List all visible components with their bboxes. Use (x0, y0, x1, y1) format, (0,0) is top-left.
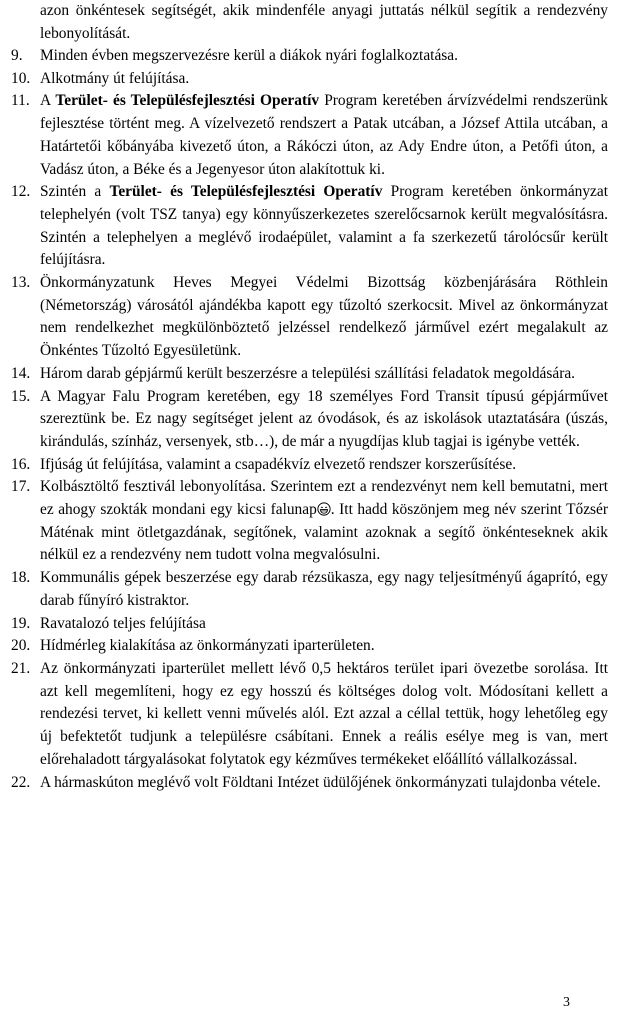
list-item-text: A Magyar Falu Program keretében, egy 18 személyes Ford Transit típusú gépjárművet szereztünk be. Ez nagy segítséget jelent az óvodások, és az iskolások utaztatására (úszás, kirándulás, színház, versenyek, stb…), de már a nyugdíjas klub tagjai is igénybe vették. (40, 387, 608, 450)
list-item-22 (0, 772, 608, 795)
list-item-text: Alkotmány út felújítása. (40, 69, 190, 87)
list-item-text: Kommunális gépek beszerzése egy darab rézsükasza, egy nagy teljesítményű ágaprító, egy darab fűnyíró kistraktor. (40, 569, 608, 609)
numbered-list (0, 45, 632, 794)
list-item-text-rest: . Itt hadd köszönjem meg név szerint Tőzsér Máténak mint ötletgazdának, segítőnek, valamint azoknak a segítő önkénteseknek akik nélkül ez a rendezvény nem tudott volna megvalósulni. (40, 501, 608, 564)
list-item-17 (0, 476, 608, 567)
list-item-number: 12. (11, 183, 31, 201)
list-item-text: Ifjúság út felújítása, valamint a csapadékvíz elvezető rendszer korszerűsítése. (40, 455, 517, 473)
list-item-number: 18. (11, 569, 31, 587)
list-item-19 (0, 613, 608, 636)
list-item-text: Önkormányzatunk Heves Megyei Védelmi Bizottság közbenjárására Röthlein (Németország) városától ajándékba kapott egy tűzoltó szerkocsit. Mivel az önkormányzat nem rendelkezhet megkülönböztető jelzéssel rendelkező járművel ezért megalakult az Önkéntes Tűzoltó Egyesületünk. (40, 274, 608, 360)
program-name-bold: Terület- és Településfejlesztési Operatív (109, 183, 383, 201)
list-item-text-start: A (40, 92, 51, 110)
list-item-16 (0, 454, 608, 477)
list-item-text (40, 181, 608, 272)
list-item-text: A hármaskúton meglévő volt Földtani Intézet üdülőjének önkormányzati tulajdonba vétele. (40, 773, 601, 791)
list-item-15 (0, 386, 608, 454)
list-item-12 (0, 181, 608, 272)
list-item-number: 13. (11, 274, 31, 292)
list-item-11 (0, 90, 608, 181)
list-item-number: 19. (11, 614, 31, 632)
list-item-text (40, 476, 608, 567)
list-item-20 (0, 635, 608, 658)
list-item-10 (0, 68, 608, 91)
list-item-14 (0, 363, 608, 386)
page-number: 3 (563, 995, 570, 1010)
list-item-number: 20. (11, 637, 31, 655)
list-item-13 (0, 272, 608, 363)
list-item-text-rest: Program keretében önkormányzat telephelyén (volt TSZ tanya) egy könnyűszerkezetes szerelőcsarnok került megvalósításra. Szintén a telephelyen a meglévő irodaépület, valamint a fa szerkezetű tárolócsűr került felújításra. (40, 183, 608, 269)
list-item-number: 17. (11, 478, 31, 496)
intro-paragraph: azon önkéntesek segítségét, akik mindenféle anyagi juttatás nélkül segítik a rendezvény lebonyolítását. (40, 2, 608, 42)
list-item-18 (0, 567, 608, 612)
list-item-number: 21. (11, 659, 31, 677)
list-item-number: 22. (11, 773, 31, 791)
program-name-bold: Terület- és Településfejlesztési Operatív (55, 92, 320, 110)
list-item-text: Három darab gépjármű került beszerzésre a települési szállítási feladatok megoldására. (40, 364, 576, 382)
list-item-number: 15. (11, 387, 31, 405)
list-item-number: 14. (11, 364, 31, 382)
list-item-21 (0, 658, 608, 772)
list-item-text-rest: Program keretében árvízvédelmi rendszerünk fejlesztése történt meg. A vízelvezető rendszert a Patak utcában, a József Attila utcában, a Határtetői kőbányába kivezető úton, a Rákóczi úton, az Ady Endre úton, a Petőfi úton, a Vadász úton, a Béke és a Jegenyesor úton alakítottuk ki. (40, 92, 608, 178)
list-item-9 (0, 45, 608, 68)
grinning-face-icon (317, 502, 331, 516)
list-item-text: Hídmérleg kialakítása az önkormányzati iparterületen. (40, 637, 375, 655)
list-item-text: Az önkormányzati iparterület mellett lévő 0,5 hektáros terület ipari övezetbe sorolása. Itt azt kell megemlíteni, hogy ez egy hosszú és költséges dolog volt. Módosítani kellett a rendezési tervet, ki kellett venni művelés alól. Ezt azzal a céllal tettük, hogy lehetőleg egy új befektetőt tudjunk a településre csábítani. Ennek a reális esélye meg is van, mert előrehaladott tárgyalásokat folytatok egy kézműves termékeket előállító vállalkozással. (40, 659, 608, 768)
list-item-text-start: Szintén a (40, 183, 102, 201)
list-item-text: Ravatalozó teljes felújítása (40, 614, 206, 632)
list-item-number: 16. (11, 455, 31, 473)
list-item-number: 10. (11, 69, 31, 87)
list-item-text-start: Kolbásztöltő fesztivál lebonyolítása. Szerintem ezt a rendezvényt nem kell bemutatni, mert ez ahogy szokták mondani egy kicsi falunap (40, 478, 608, 519)
list-item-text: Minden évben megszervezésre kerül a diákok nyári foglalkoztatása. (40, 47, 458, 64)
list-item-number: 11. (11, 92, 30, 110)
list-item-number: 9. (11, 47, 23, 64)
list-item-text (40, 90, 608, 181)
